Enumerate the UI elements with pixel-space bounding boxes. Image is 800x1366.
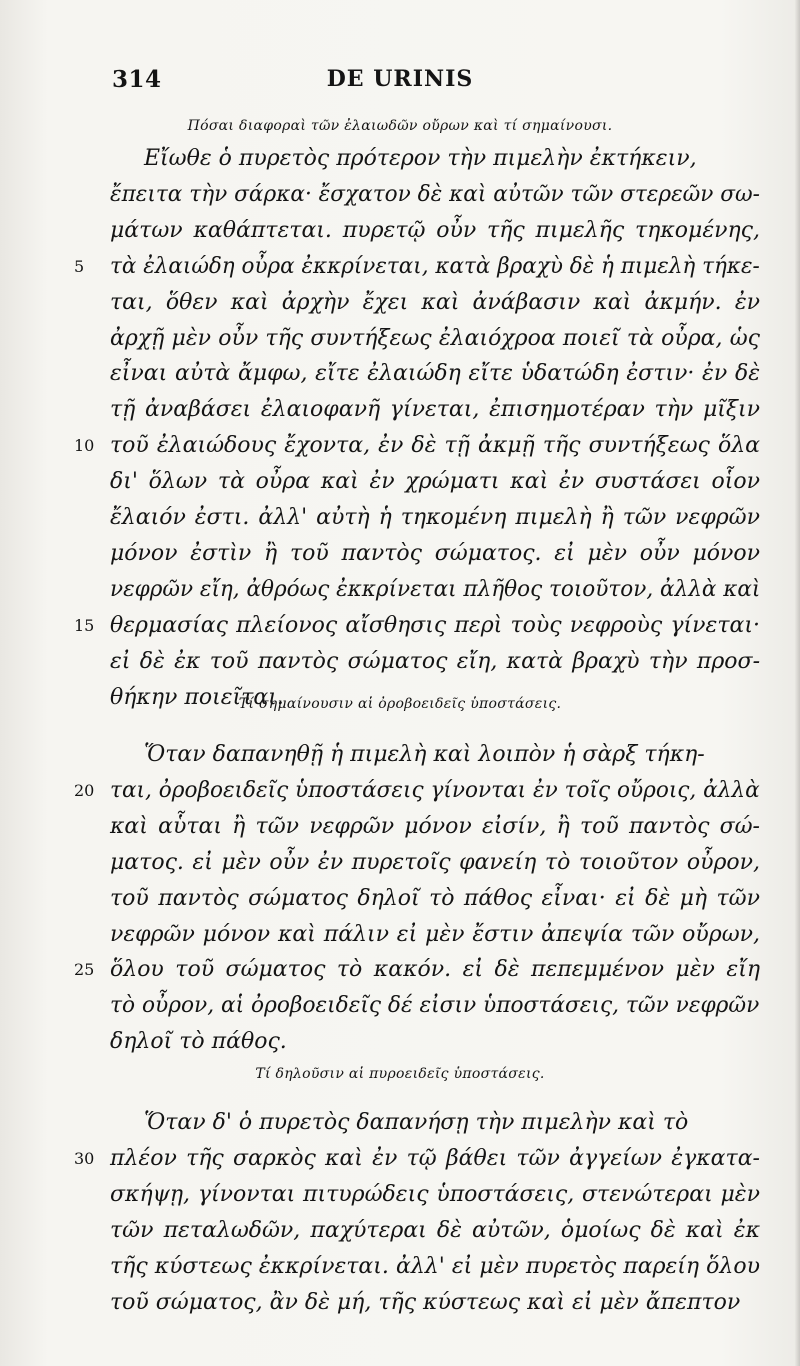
text-line — [110, 1180, 760, 1216]
line-text: νεφρῶν εἴη, ἀθρόως ἐκκρίνεται πλῆθος τοιοῦτον, ἀλλὰ καὶ — [110, 577, 761, 602]
line-text: τοῦ ἐλαιώδους ἔχοντα, ἐν δὲ τῇ ἀκμῇ τῆς συντήξεως ὅλα — [110, 433, 760, 458]
line-text: ματος. εἰ μὲν οὖν ἐν πυρετοῖς φανείη τὸ τοιοῦτον οὖρον, — [110, 850, 760, 875]
line-text: ἔλαιόν ἐστι. ἀλλ' αὐτὴ ἡ τηκομένη πιμελὴ ἢ τῶν νεφρῶν — [110, 505, 760, 530]
text-line — [110, 467, 760, 503]
text-line — [110, 848, 760, 884]
running-head: DE URINIS — [326, 66, 474, 92]
text-line — [110, 1027, 760, 1063]
text-line — [110, 252, 760, 288]
line-text: δηλοῖ τὸ πάθος. — [110, 1029, 287, 1054]
line-text: Εἴωθε ὁ πυρετὸς πρότερον τὴν πιμελὴν ἐκτήκειν, — [144, 146, 697, 171]
text-line — [110, 216, 760, 252]
text-line — [110, 920, 760, 956]
text-line — [110, 180, 760, 216]
line-number: 30 — [74, 1149, 95, 1168]
section-title: Τί σημαίνουσιν αἱ ὀροβοειδεῖς ὑποστάσεις. — [238, 696, 562, 712]
line-text: δι' ὅλων τὰ οὖρα καὶ ἐν χρώματι καὶ ἐν συστάσει οἷον — [110, 469, 760, 494]
text-line — [110, 1288, 760, 1324]
text-line — [110, 955, 760, 991]
line-text: μόνον ἐστὶν ἢ τοῦ παντὸς σώματος. εἰ μὲν οὖν μόνον — [110, 541, 760, 566]
text-line — [110, 991, 760, 1027]
line-text: τὸ οὖρον, αἱ ὀροβοειδεῖς δέ εἰσιν ὑποστάσεις, τῶν νεφρῶν — [110, 993, 760, 1018]
line-number: 20 — [74, 781, 95, 800]
text-line — [110, 812, 760, 848]
line-text: εἶναι αὐτὰ ἄμφω, εἴτε ἐλαιώδη εἴτε ὑδατώδη ἐστιν· ἐν δὲ — [110, 361, 760, 386]
line-text: ται, ὅθεν καὶ ἀρχὴν ἔχει καὶ ἀνάβασιν καὶ ἀκμήν. ἐν — [110, 290, 760, 315]
line-text: πλέον τῆς σαρκὸς καὶ ἐν τῷ βάθει τῶν ἀγγείων ἐγκατα- — [110, 1146, 760, 1171]
line-text: τὰ ἐλαιώδη οὖρα ἐκκρίνεται, κατὰ βραχὺ δὲ ἡ πιμελὴ τήκε- — [110, 254, 760, 279]
line-text: σκήψῃ, γίνονται πιτυρώδεις ὑποστάσεις, στενώτεραι μὲν — [110, 1182, 760, 1207]
text-line — [110, 395, 760, 431]
line-text: τοῦ παντὸς σώματος δηλοῖ τὸ πάθος εἶναι· εἰ δὲ μὴ τῶν — [110, 886, 760, 911]
line-text: τῆς κύστεως ἐκκρίνεται. ἀλλ' εἰ μὲν πυρετὸς παρείη ὅλου — [110, 1254, 760, 1279]
line-text: ἀρχῇ μὲν οὖν τῆς συντήξεως ἐλαιόχροα ποιεῖ τὰ οὖρα, ὡς — [110, 326, 760, 351]
line-text: τοῦ σώματος, ἂν δὲ μή, τῆς κύστεως καὶ εἰ μὲν ἄπεπτον — [110, 1290, 741, 1315]
line-text: νεφρῶν μόνον καὶ πάλιν εἰ μὲν ἔστιν ἀπεψία τῶν οὔρων, — [110, 922, 760, 947]
text-line — [110, 324, 760, 360]
text-line — [110, 539, 760, 575]
page-edge — [794, 0, 800, 1366]
text-line — [110, 1216, 760, 1252]
text-line — [110, 288, 760, 324]
text-line — [110, 431, 760, 467]
line-text: θερμασίας πλείονος αἴσθησις περὶ τοὺς νεφροὺς γίνεται· — [110, 613, 760, 638]
text-line — [110, 503, 760, 539]
page-header — [0, 66, 800, 96]
line-number: 5 — [74, 257, 85, 276]
line-text: τῶν πεταλωδῶν, παχύτεραι δὲ αὐτῶν, ὁμοίως δὲ καὶ ἐκ — [110, 1218, 760, 1243]
line-text: Ὅταν δ' ὁ πυρετὸς δαπανήσῃ τὴν πιμελὴν καὶ τὸ — [144, 1110, 689, 1135]
line-text: ὅλου τοῦ σώματος τὸ κακόν. εἰ δὲ πεπεμμένον μὲν εἴη — [110, 957, 760, 982]
text-line — [110, 647, 760, 683]
section-title: Τί δηλοῦσιν αἱ πυροειδεῖς ὑποστάσεις. — [255, 1066, 545, 1082]
line-text: εἰ δὲ ἐκ τοῦ παντὸς σώματος εἴη, κατὰ βραχὺ τὴν προσ- — [110, 649, 760, 674]
line-number: 10 — [74, 436, 95, 455]
text-line — [110, 359, 760, 395]
line-number: 15 — [74, 616, 95, 635]
line-text: Ὅταν δαπανηθῇ ἡ πιμελὴ καὶ λοιπὸν ἡ σὰρξ τήκη- — [144, 742, 705, 767]
text-line — [110, 611, 760, 647]
page-number: 314 — [112, 66, 162, 93]
line-text: θήκην ποιεῖται. — [110, 685, 284, 710]
text-line — [110, 1108, 760, 1144]
line-text: ται, ὀροβοειδεῖς ὑποστάσεις γίνονται ἐν τοῖς οὔροις, ἀλλὰ — [110, 778, 760, 803]
text-line — [110, 144, 760, 180]
text-line — [110, 575, 760, 611]
text-line — [110, 740, 760, 776]
line-number: 25 — [74, 960, 95, 979]
text-line — [110, 1144, 760, 1180]
text-line — [110, 776, 760, 812]
line-text: ἔπειτα τὴν σάρκα· ἔσχατον δὲ καὶ αὐτῶν τῶν στερεῶν σω- — [110, 182, 760, 207]
text-line — [110, 1252, 760, 1288]
line-text: μάτων καθάπτεται. πυρετῷ οὖν τῆς πιμελῆς τηκομένης, — [110, 218, 760, 243]
line-text: καὶ αὗται ἢ τῶν νεφρῶν μόνον εἰσίν, ἢ τοῦ παντὸς σώ- — [110, 814, 760, 839]
line-text: τῇ ἀναβάσει ἐλαιοφανῆ γίνεται, ἐπισημοτέραν τὴν μῖξιν — [110, 397, 760, 422]
section-title: Πόσαι διαφοραὶ τῶν ἐλαιωδῶν οὔρων καὶ τί σημαίνουσι. — [187, 118, 613, 134]
text-line — [110, 884, 760, 920]
